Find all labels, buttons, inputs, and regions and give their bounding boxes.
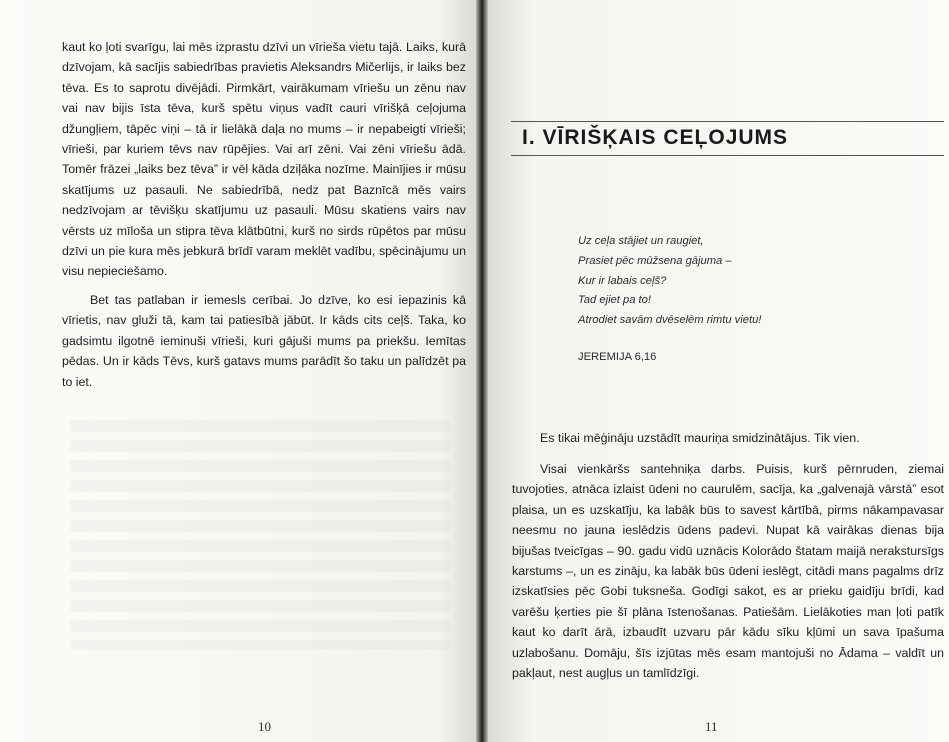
- intro-line: Es tikai mēģināju uzstādīt mauriņa smidzinātājus. Tik vien.: [540, 431, 860, 445]
- page-number-left: 10: [258, 719, 271, 734]
- title-rule-bottom: [511, 155, 944, 156]
- right-paragraph-1: Visai vienkāršs santehniķa darbs. Puisis, kurš pērnruden, ziemai tuvojoties, atnāca izlaist ūdeni no caurulēm, sacīja, ka „galvenajā vārstā” esot plaisa, un es uzskatīju, ka labāk būs to savest kārtībā, pirms nākampavasar neesmu no jauna ieslēdzis ūdens padevi. Nupat kā vairākas dienas bija bijušas tveicīgas – 90. gadu vidū uznācis Kolorādo štatam maijā nerakstursīgs karstums –, un es zināju, ka labāk būs ūdeni ieslēgt, citādi mans pagalms drīz izskatīsies pēc Gobi tuksneša. Godīgi sakot, es ar prieku gaidīju brīdi, kad varēšu ķerties pie šī plāna īstenošanas. Patiešām. Lielākoties man ļoti patīk kaut ko darīt ārā, izbaudīt uzvaru pār kādu sīku kļūmi un sava īpašuma uzlabošanu. Domāju, šīs izjūtas mēs esam mantojuši no Ādama – valdīt un pakļaut, nest augļus un tamlīdzīgi.: [512, 462, 944, 681]
- epigraph: [578, 232, 878, 331]
- title-rule-top: [511, 121, 944, 122]
- epigraph-line: Atrodiet savām dvēselēm rimtu vietu!: [578, 314, 762, 327]
- epigraph-line: Uz ceļa stājiet un raugiet,: [578, 235, 704, 247]
- left-paragraph-1: kaut ko ļoti svarīgu, lai mēs izprastu dzīvi un vīrieša vietu tajā. Laiks, kurā dzīvojam, kā sacījis sabiedrības pravietis Aleksandrs Mičerlijs, ir laiks bez tēva. Es to saprotu divējādi. Pirmkārt, vairākumam vīriešu un zēnu nav vai nav bijis īsta tēva, kurš spētu viņus vadīt cauri vīrišķā ceļojuma džungļiem, tāpēc viņi – tā ir lielākā daļa no mums – ir nepabeigti vīrieši; vīrieši, par kuriem tēvs nav rūpējies. Vai arī zēni. Vai zēni vīriešu ādā. Tomēr frāzei „laiks bez tēva” ir vēl kāda dziļāka nozīme. Mainījies ir mūsu skatījums uz pasauli. Ne sabiedrībā, nedz pat Baznīcā mēs vairs nedzīvojam ar tēvišķu skatījumu uz pasauli. Mūsu skatiens vairs nav vērsts uz mīloša un stipra tēva klātbūtni, kurš no sirds rūpētos par mūsu dzīvi un pie kura mēs jebkurā brīdī varam meklēt vadību, spēcinājumu un visu nepieciešamo.: [62, 40, 466, 279]
- epigraph-line: Prasiet pēc mūžsena gājuma –: [578, 254, 732, 267]
- epigraph-line: Tad ejiet pa to!: [578, 294, 651, 307]
- chapter-title: I. VĪRIŠĶAIS CEĻOJUMS: [522, 126, 789, 149]
- page-number-right: 11: [705, 719, 718, 734]
- epigraph-line: Kur ir labais ceļš?: [578, 274, 667, 287]
- left-paragraph-2: Bet tas patlaban ir iemesls cerībai. Jo dzīve, ko esi iepazinis kā vīrietis, nav gluži tā, kam tai patiesībā jābūt. Ir kāds cits ceļš. Taka, ko gadsimtu ilgotnē ieminuši vīrieši, kuri gājuši mums pa priekšu. Iemītas pēdas. Un ir kāds Tēvs, kurš gatavs mums parādīt šo taku un palīdzēt pa to iet.: [62, 292, 466, 389]
- epigraph-source: JEREMIJA 6,16: [578, 351, 657, 363]
- right-body-text: [512, 459, 944, 683]
